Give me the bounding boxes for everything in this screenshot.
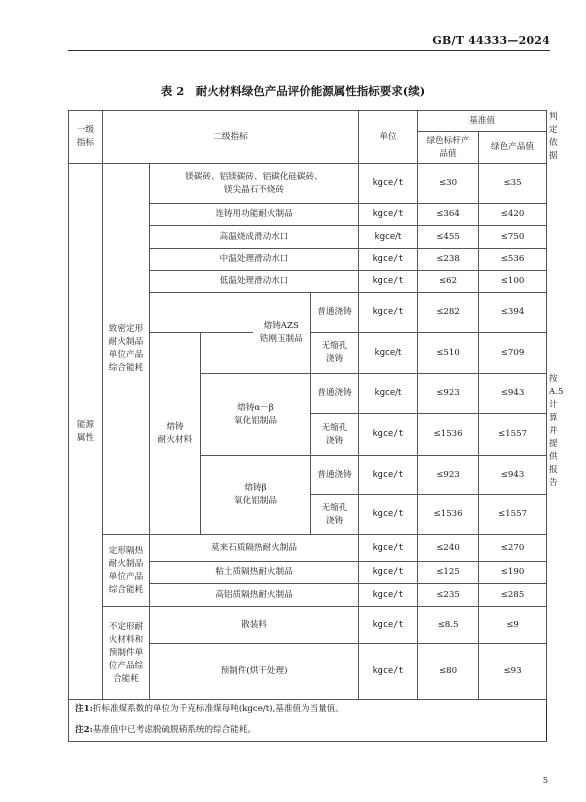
- unit-cell: kgce/t: [359, 333, 418, 374]
- header-unit: 单位: [359, 111, 418, 164]
- unit-cell: kgce/t: [359, 414, 418, 456]
- unit-cell: kgce/t: [359, 164, 418, 204]
- unit-cell: kgce/t: [359, 374, 418, 414]
- green-cell: ≤750: [479, 226, 547, 249]
- item-cell: 高铝质隔热耐火制品: [150, 584, 359, 607]
- cast-type-cell: 普通浇铸: [311, 456, 359, 495]
- green-cell: ≤420: [479, 204, 547, 226]
- page-number: 5: [542, 776, 548, 785]
- benchmark-cell: ≤235: [418, 584, 479, 607]
- unit-cell: kgce/t: [359, 644, 418, 700]
- table-row: [69, 535, 547, 562]
- green-cell: ≤93: [479, 644, 547, 700]
- table-row: 能源 属性 致密定形 耐火制品 单位产品 综合能耗 镁碳砖、铝镁碳砖、铝碳化硅碳砖、 镁尖晶石不烧砖 kgce/t ≤30 ≤35 按A.5计算并 提供报告: [69, 164, 547, 204]
- benchmark-cell: ≤455: [418, 226, 479, 249]
- green-cell: ≤285: [479, 584, 547, 607]
- energy-indicator-table: 一级 指标 二级指标 单位 基准值 判定依据 绿色标杆产 品值 绿色产品值 能源 属性 致密定形 耐火制品 单位产品 综合能耗 镁碳砖、铝镁碳砖、铝碳化硅碳砖、 镁尖晶石不烧砖 kgce/t ≤30 ≤35 按A.5计算并 提供报告 连铸用功能耐火制品 kgce/t ≤364 ≤420 高温烧成滑动水口 kgce/t ≤455 ≤750 中温处理滑动水口 kgce/t ≤238 ≤536 低温处理滑动水口 kgce/t ≤62 ≤100 熔铸AZS 锆刚玉制品 普通浇铸 kgce/t ≤282 ≤394 熔铸 耐火材料 无缩孔 浇铸 kgce/t ≤510 ≤709 熔铸α－β 氧化铝制品 普通浇铸 kgce/t ≤923 ≤943 无缩孔 浇铸 kgce/t ≤1536 ≤1557 熔铸β 氧化铝制品 普通浇铸 kgce/t ≤923 ≤943 无缩孔 浇铸 kgce/t ≤1536 ≤1557 定形隔热 耐火制品 单位产品 综合能耗 莫来石质隔热耐火制品 kgce/t ≤240 ≤270 粘土质隔热耐火制品 kgce/t ≤125 ≤190 高铝质隔热耐火制品 kgce/t ≤235 ≤285 不定形耐 火材料和 预制件单 位产品综 合能耗 散装料 kgce/t ≤8.5 ≤9 预制件(烘干处理) kgce/t ≤80 ≤93 注1:折标准煤系数的单位为千克标准煤每吨(kgce/t),基准值为当量值。 注2:基准值中已考虑脱硫脱硝系统的综合能耗。: [68, 110, 547, 742]
- benchmark-cell: ≤510: [418, 333, 479, 374]
- cast-type-cell: 无缩孔 浇铸: [311, 495, 359, 535]
- cast-type-cell: 普通浇铸: [311, 293, 359, 333]
- header-level1: 一级 指标: [69, 111, 103, 164]
- group-insulating: 定形隔热 耐火制品 单位产品 综合能耗: [103, 535, 150, 607]
- benchmark-cell: ≤1536: [418, 414, 479, 456]
- green-cell: ≤709: [479, 333, 547, 374]
- green-cell: ≤943: [479, 456, 547, 495]
- green-cell: ≤1557: [479, 495, 547, 535]
- unit-cell: kgce/t: [359, 204, 418, 226]
- item-cell: 高温烧成滑动水口: [150, 226, 359, 249]
- item-cell: 粘土质隔热耐火制品: [150, 562, 359, 584]
- green-cell: ≤394: [479, 293, 547, 333]
- unit-cell: kgce/t: [359, 535, 418, 562]
- header-baseline: 基准值: [418, 111, 547, 132]
- item-cell: 连铸用功能耐火制品: [150, 204, 359, 226]
- group-azs: 熔铸AZS 锆刚玉制品: [253, 293, 311, 374]
- benchmark-cell: ≤923: [418, 456, 479, 495]
- benchmark-cell: ≤1536: [418, 495, 479, 535]
- group-ab-alumina: 熔铸α－β 氧化铝制品: [201, 374, 311, 456]
- cast-type-cell: 无缩孔 浇铸: [311, 333, 359, 374]
- green-cell: ≤190: [479, 562, 547, 584]
- level1-cell: 能源 属性: [69, 164, 103, 700]
- item-cell: 莫来石质隔热耐火制品: [150, 535, 359, 562]
- green-cell: ≤270: [479, 535, 547, 562]
- item-cell: 散装料: [150, 607, 359, 644]
- benchmark-cell: ≤238: [418, 249, 479, 271]
- note-row: [69, 720, 547, 742]
- header-benchmark: 绿色标杆产 品值: [418, 132, 479, 164]
- benchmark-cell: ≤923: [418, 374, 479, 414]
- green-cell: ≤35: [479, 164, 547, 204]
- benchmark-cell: ≤62: [418, 271, 479, 293]
- unit-cell: kgce/t: [359, 562, 418, 584]
- unit-cell: kgce/t: [359, 271, 418, 293]
- benchmark-cell: ≤282: [418, 293, 479, 333]
- item-cell: 镁碳砖、铝镁碳砖、铝碳化硅碳砖、 镁尖晶石不烧砖: [150, 164, 359, 204]
- benchmark-cell: ≤8.5: [418, 607, 479, 644]
- document-code: GB/T 44333—2024: [432, 34, 550, 47]
- unit-cell: kgce/t: [359, 607, 418, 644]
- green-cell: ≤9: [479, 607, 547, 644]
- group-b-alumina: 熔铸β 氧化铝制品: [201, 456, 311, 535]
- unit-cell: kgce/t: [359, 584, 418, 607]
- unit-cell: kgce/t: [359, 495, 418, 535]
- note-row: [69, 700, 547, 720]
- table-row: [69, 607, 547, 644]
- group-fused: 熔铸 耐火材料: [150, 333, 201, 535]
- header-green: 绿色产品值: [479, 132, 547, 164]
- green-cell: ≤100: [479, 271, 547, 293]
- cast-type-cell: 普通浇铸: [311, 374, 359, 414]
- benchmark-cell: ≤240: [418, 535, 479, 562]
- item-cell: 中温处理滑动水口: [150, 249, 359, 271]
- unit-cell: kgce/t: [359, 293, 418, 333]
- benchmark-cell: ≤125: [418, 562, 479, 584]
- green-cell: ≤536: [479, 249, 547, 271]
- header-level2: 二级指标: [103, 111, 359, 164]
- table-title: 表 2 耐火材料绿色产品评价能源属性指标要求(续): [160, 84, 426, 98]
- benchmark-cell: ≤30: [418, 164, 479, 204]
- note-1: 注1:折标准煤系数的单位为千克标准煤每吨(kgce/t),基准值为当量值。: [69, 700, 547, 720]
- benchmark-cell: ≤364: [418, 204, 479, 226]
- unit-cell: kgce/t: [359, 249, 418, 271]
- unit-cell: kgce/t: [359, 226, 418, 249]
- item-cell: [150, 293, 253, 333]
- header-rule: [68, 50, 550, 51]
- green-cell: ≤943: [479, 374, 547, 414]
- item-cell: 预制件(烘干处理): [150, 644, 359, 700]
- cast-type-cell: 无缩孔 浇铸: [311, 414, 359, 456]
- note-2: 注2:基准值中已考虑脱硫脱硝系统的综合能耗。: [69, 720, 547, 742]
- group-unshaped: 不定形耐 火材料和 预制件单 位产品综 合能耗: [103, 607, 150, 700]
- item-cell: 低温处理滑动水口: [150, 271, 359, 293]
- benchmark-cell: ≤80: [418, 644, 479, 700]
- unit-cell: kgce/t: [359, 456, 418, 495]
- item-cell: [201, 333, 253, 374]
- green-cell: ≤1557: [479, 414, 547, 456]
- group-dense: 致密定形 耐火制品 单位产品 综合能耗: [103, 164, 150, 535]
